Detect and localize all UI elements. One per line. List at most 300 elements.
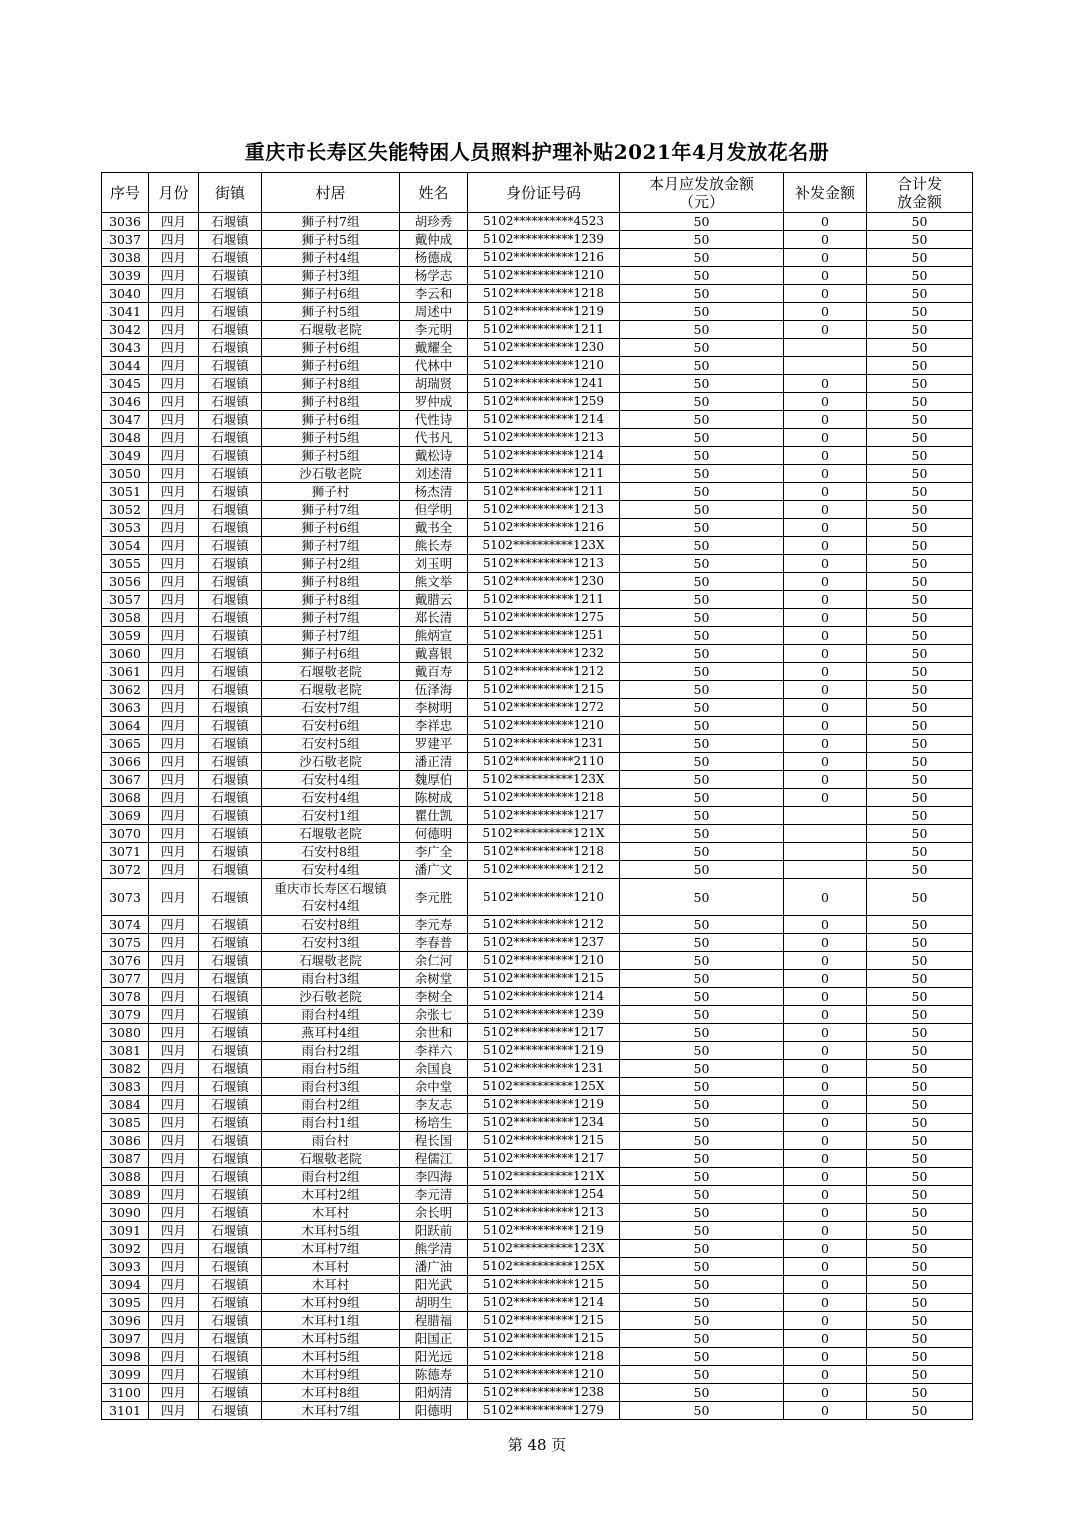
- cell-monthly-amount: 50: [620, 231, 784, 249]
- cell-month: 四月: [149, 303, 199, 321]
- cell-town: 石堰镇: [199, 1348, 262, 1366]
- cell-index: 3088: [102, 1168, 149, 1186]
- cell-index: 3081: [102, 1042, 149, 1060]
- cell-name: 李春普: [400, 934, 468, 952]
- cell-month: 四月: [149, 627, 199, 645]
- table-row: [102, 555, 973, 573]
- cell-index: 3075: [102, 934, 149, 952]
- cell-total-amount: 50: [867, 573, 973, 591]
- cell-id-number: 5102**********1218: [468, 843, 620, 861]
- cell-village: 狮子村4组: [262, 249, 400, 267]
- table-row: [102, 357, 973, 375]
- cell-index: 3099: [102, 1366, 149, 1384]
- col-header-name: 姓名: [400, 173, 468, 213]
- cell-town: 石堰镇: [199, 411, 262, 429]
- cell-total-amount: 50: [867, 501, 973, 519]
- table-row: [102, 663, 973, 681]
- cell-index: 3079: [102, 1006, 149, 1024]
- cell-name: 陈德寿: [400, 1366, 468, 1384]
- cell-monthly-amount: 50: [620, 483, 784, 501]
- cell-village: 石安村7组: [262, 699, 400, 717]
- roster-body: [102, 213, 973, 1420]
- cell-id-number: 5102**********1241: [468, 375, 620, 393]
- cell-back-pay: [784, 861, 867, 879]
- cell-id-number: 5102**********1217: [468, 1024, 620, 1042]
- cell-town: 石堰镇: [199, 988, 262, 1006]
- cell-id-number: 5102**********1215: [468, 970, 620, 988]
- cell-id-number: 5102**********2110: [468, 753, 620, 771]
- cell-index: 3100: [102, 1384, 149, 1402]
- cell-month: 四月: [149, 465, 199, 483]
- table-row: [102, 699, 973, 717]
- cell-total-amount: 50: [867, 807, 973, 825]
- cell-index: 3065: [102, 735, 149, 753]
- cell-name: 杨杰清: [400, 483, 468, 501]
- cell-month: 四月: [149, 501, 199, 519]
- cell-id-number: 5102**********1213: [468, 555, 620, 573]
- cell-index: 3040: [102, 285, 149, 303]
- cell-town: 石堰镇: [199, 952, 262, 970]
- table-row: [102, 213, 973, 231]
- cell-back-pay: [784, 825, 867, 843]
- cell-index: 3095: [102, 1294, 149, 1312]
- cell-monthly-amount: 50: [620, 213, 784, 231]
- cell-month: 四月: [149, 285, 199, 303]
- cell-back-pay: 0: [784, 1222, 867, 1240]
- table-row: [102, 1204, 973, 1222]
- cell-monthly-amount: 50: [620, 717, 784, 735]
- cell-month: 四月: [149, 1402, 199, 1420]
- cell-month: 四月: [149, 879, 199, 916]
- cell-village: 燕耳村4组: [262, 1024, 400, 1042]
- table-row: [102, 465, 973, 483]
- cell-month: 四月: [149, 1348, 199, 1366]
- table-row: [102, 916, 973, 934]
- cell-month: 四月: [149, 1024, 199, 1042]
- cell-back-pay: 0: [784, 663, 867, 681]
- cell-village: 石安村6组: [262, 717, 400, 735]
- cell-total-amount: 50: [867, 393, 973, 411]
- cell-id-number: 5102**********123X: [468, 1240, 620, 1258]
- cell-name: 戴松诗: [400, 447, 468, 465]
- cell-month: 四月: [149, 213, 199, 231]
- col-header-village: 村居: [262, 173, 400, 213]
- cell-id-number: 5102**********1214: [468, 411, 620, 429]
- cell-name: 李广全: [400, 843, 468, 861]
- cell-index: 3058: [102, 609, 149, 627]
- cell-back-pay: 0: [784, 519, 867, 537]
- cell-monthly-amount: 50: [620, 663, 784, 681]
- cell-back-pay: 0: [784, 1366, 867, 1384]
- cell-index: 3092: [102, 1240, 149, 1258]
- cell-back-pay: 0: [784, 393, 867, 411]
- cell-town: 石堰镇: [199, 1366, 262, 1384]
- cell-back-pay: 0: [784, 411, 867, 429]
- cell-total-amount: 50: [867, 1132, 973, 1150]
- cell-month: 四月: [149, 771, 199, 789]
- table-row: [102, 519, 973, 537]
- cell-back-pay: 0: [784, 681, 867, 699]
- cell-month: 四月: [149, 321, 199, 339]
- cell-town: 石堰镇: [199, 843, 262, 861]
- cell-monthly-amount: 50: [620, 609, 784, 627]
- cell-town: 石堰镇: [199, 717, 262, 735]
- cell-monthly-amount: 50: [620, 339, 784, 357]
- cell-monthly-amount: 50: [620, 771, 784, 789]
- cell-back-pay: [784, 339, 867, 357]
- table-row: [102, 231, 973, 249]
- cell-total-amount: 50: [867, 1294, 973, 1312]
- cell-index: 3096: [102, 1312, 149, 1330]
- cell-id-number: 5102**********1217: [468, 807, 620, 825]
- cell-id-number: 5102**********1216: [468, 249, 620, 267]
- cell-total-amount: 50: [867, 1222, 973, 1240]
- cell-back-pay: 0: [784, 537, 867, 555]
- cell-id-number: 5102**********1215: [468, 1132, 620, 1150]
- cell-town: 石堰镇: [199, 916, 262, 934]
- cell-village: 狮子村7组: [262, 627, 400, 645]
- cell-month: 四月: [149, 1276, 199, 1294]
- cell-back-pay: 0: [784, 1132, 867, 1150]
- cell-month: 四月: [149, 952, 199, 970]
- cell-id-number: 5102**********1215: [468, 1330, 620, 1348]
- cell-monthly-amount: 50: [620, 934, 784, 952]
- cell-name: 李友志: [400, 1096, 468, 1114]
- cell-back-pay: 0: [784, 483, 867, 501]
- cell-back-pay: 0: [784, 916, 867, 934]
- cell-town: 石堰镇: [199, 447, 262, 465]
- cell-monthly-amount: 50: [620, 843, 784, 861]
- table-row: [102, 1024, 973, 1042]
- cell-name: 胡明生: [400, 1294, 468, 1312]
- cell-name: 李云和: [400, 285, 468, 303]
- cell-id-number: 5102**********1212: [468, 861, 620, 879]
- cell-back-pay: [784, 843, 867, 861]
- cell-index: 3049: [102, 447, 149, 465]
- cell-name: 刘玉明: [400, 555, 468, 573]
- cell-index: 3073: [102, 879, 149, 916]
- cell-town: 石堰镇: [199, 1114, 262, 1132]
- cell-total-amount: 50: [867, 285, 973, 303]
- cell-back-pay: 0: [784, 879, 867, 916]
- cell-village: 木耳村8组: [262, 1384, 400, 1402]
- cell-id-number: 5102**********1210: [468, 357, 620, 375]
- cell-back-pay: 0: [784, 447, 867, 465]
- table-row: [102, 411, 973, 429]
- cell-back-pay: 0: [784, 735, 867, 753]
- cell-town: 石堰镇: [199, 789, 262, 807]
- cell-village: 狮子村7组: [262, 501, 400, 519]
- cell-back-pay: 0: [784, 1114, 867, 1132]
- cell-total-amount: 50: [867, 429, 973, 447]
- cell-month: 四月: [149, 555, 199, 573]
- cell-name: 余仁河: [400, 952, 468, 970]
- cell-monthly-amount: 50: [620, 952, 784, 970]
- table-row: [102, 825, 973, 843]
- cell-monthly-amount: 50: [620, 988, 784, 1006]
- header-row: [102, 173, 973, 213]
- cell-monthly-amount: 50: [620, 1150, 784, 1168]
- cell-village: 狮子村5组: [262, 303, 400, 321]
- cell-village: 雨台村4组: [262, 1006, 400, 1024]
- cell-name: 戴书全: [400, 519, 468, 537]
- cell-village: 石堰敬老院: [262, 663, 400, 681]
- cell-index: 3069: [102, 807, 149, 825]
- cell-monthly-amount: 50: [620, 447, 784, 465]
- table-row: [102, 1042, 973, 1060]
- cell-total-amount: 50: [867, 1204, 973, 1222]
- cell-village: 狮子村6组: [262, 519, 400, 537]
- cell-total-amount: 50: [867, 1258, 973, 1276]
- cell-id-number: 5102**********1272: [468, 699, 620, 717]
- cell-total-amount: 50: [867, 1060, 973, 1078]
- cell-monthly-amount: 50: [620, 879, 784, 916]
- cell-month: 四月: [149, 1096, 199, 1114]
- cell-month: 四月: [149, 1312, 199, 1330]
- cell-town: 石堰镇: [199, 393, 262, 411]
- cell-month: 四月: [149, 519, 199, 537]
- cell-name: 李祥六: [400, 1042, 468, 1060]
- cell-town: 石堰镇: [199, 573, 262, 591]
- cell-id-number: 5102**********1259: [468, 393, 620, 411]
- cell-name: 熊炳宣: [400, 627, 468, 645]
- cell-village: 雨台村2组: [262, 1168, 400, 1186]
- cell-back-pay: 0: [784, 1006, 867, 1024]
- cell-monthly-amount: 50: [620, 1168, 784, 1186]
- cell-index: 3097: [102, 1330, 149, 1348]
- cell-index: 3093: [102, 1258, 149, 1276]
- cell-town: 石堰镇: [199, 1096, 262, 1114]
- cell-name: 李元胜: [400, 879, 468, 916]
- cell-name: 余国良: [400, 1060, 468, 1078]
- cell-back-pay: 0: [784, 285, 867, 303]
- cell-month: 四月: [149, 1240, 199, 1258]
- cell-name: 熊文举: [400, 573, 468, 591]
- cell-town: 石堰镇: [199, 501, 262, 519]
- cell-monthly-amount: 50: [620, 393, 784, 411]
- cell-index: 3071: [102, 843, 149, 861]
- cell-total-amount: 50: [867, 1240, 973, 1258]
- table-row: [102, 627, 973, 645]
- cell-name: 伍泽海: [400, 681, 468, 699]
- cell-monthly-amount: 50: [620, 825, 784, 843]
- cell-village: 雨台村2组: [262, 1042, 400, 1060]
- cell-name: 李祥忠: [400, 717, 468, 735]
- cell-back-pay: 0: [784, 213, 867, 231]
- cell-total-amount: 50: [867, 555, 973, 573]
- table-row: [102, 1384, 973, 1402]
- cell-town: 石堰镇: [199, 555, 262, 573]
- cell-town: 石堰镇: [199, 1006, 262, 1024]
- cell-month: 四月: [149, 1132, 199, 1150]
- table-row: [102, 1150, 973, 1168]
- cell-id-number: 5102**********1238: [468, 1384, 620, 1402]
- cell-town: 石堰镇: [199, 645, 262, 663]
- cell-total-amount: 50: [867, 1384, 973, 1402]
- cell-name: 余树堂: [400, 970, 468, 988]
- cell-town: 石堰镇: [199, 1042, 262, 1060]
- cell-total-amount: 50: [867, 1150, 973, 1168]
- cell-id-number: 5102**********1211: [468, 321, 620, 339]
- roster-table: [101, 172, 973, 1420]
- cell-id-number: 5102**********1254: [468, 1186, 620, 1204]
- cell-town: 石堰镇: [199, 807, 262, 825]
- cell-month: 四月: [149, 1204, 199, 1222]
- table-row: [102, 807, 973, 825]
- cell-village: 雨台村3组: [262, 1078, 400, 1096]
- cell-village: 石安村8组: [262, 843, 400, 861]
- cell-index: 3090: [102, 1204, 149, 1222]
- cell-month: 四月: [149, 1258, 199, 1276]
- cell-town: 石堰镇: [199, 681, 262, 699]
- table-row: [102, 375, 973, 393]
- cell-town: 石堰镇: [199, 1060, 262, 1078]
- cell-index: 3056: [102, 573, 149, 591]
- cell-town: 石堰镇: [199, 934, 262, 952]
- cell-back-pay: 0: [784, 1150, 867, 1168]
- cell-monthly-amount: 50: [620, 1258, 784, 1276]
- cell-month: 四月: [149, 988, 199, 1006]
- cell-village: 木耳村: [262, 1204, 400, 1222]
- cell-total-amount: 50: [867, 537, 973, 555]
- cell-back-pay: 0: [784, 1312, 867, 1330]
- table-row: [102, 753, 973, 771]
- cell-month: 四月: [149, 483, 199, 501]
- cell-name: 魏厚伯: [400, 771, 468, 789]
- cell-total-amount: 50: [867, 375, 973, 393]
- cell-name: 戴喜银: [400, 645, 468, 663]
- cell-monthly-amount: 50: [620, 1402, 784, 1420]
- cell-back-pay: 0: [784, 231, 867, 249]
- cell-month: 四月: [149, 393, 199, 411]
- table-row: [102, 1222, 973, 1240]
- cell-total-amount: 50: [867, 934, 973, 952]
- cell-total-amount: 50: [867, 753, 973, 771]
- cell-town: 石堰镇: [199, 825, 262, 843]
- cell-village: 雨台村3组: [262, 970, 400, 988]
- cell-id-number: 5102**********1275: [468, 609, 620, 627]
- cell-back-pay: 0: [784, 699, 867, 717]
- table-row: [102, 1060, 973, 1078]
- cell-total-amount: 50: [867, 663, 973, 681]
- cell-village: 石安村4组: [262, 861, 400, 879]
- cell-index: 3077: [102, 970, 149, 988]
- table-row: [102, 573, 973, 591]
- cell-town: 石堰镇: [199, 1186, 262, 1204]
- table-row: [102, 537, 973, 555]
- cell-town: 石堰镇: [199, 1078, 262, 1096]
- cell-name: 陈树成: [400, 789, 468, 807]
- cell-back-pay: 0: [784, 1096, 867, 1114]
- cell-village: 狮子村6组: [262, 285, 400, 303]
- cell-village: 木耳村2组: [262, 1186, 400, 1204]
- cell-index: 3064: [102, 717, 149, 735]
- cell-village: 石安村4组: [262, 789, 400, 807]
- cell-village: 木耳村: [262, 1258, 400, 1276]
- cell-village: 木耳村5组: [262, 1222, 400, 1240]
- cell-id-number: 5102**********1231: [468, 735, 620, 753]
- cell-village: 狮子村5组: [262, 447, 400, 465]
- table-row: [102, 267, 973, 285]
- cell-index: 3050: [102, 465, 149, 483]
- cell-total-amount: 50: [867, 1312, 973, 1330]
- cell-month: 四月: [149, 735, 199, 753]
- cell-total-amount: 50: [867, 1078, 973, 1096]
- table-row: [102, 393, 973, 411]
- cell-monthly-amount: 50: [620, 1060, 784, 1078]
- cell-town: 石堰镇: [199, 753, 262, 771]
- table-row: [102, 934, 973, 952]
- cell-id-number: 5102**********1230: [468, 339, 620, 357]
- cell-village: 狮子村: [262, 483, 400, 501]
- cell-town: 石堰镇: [199, 970, 262, 988]
- cell-index: 3072: [102, 861, 149, 879]
- cell-id-number: 5102**********1211: [468, 465, 620, 483]
- cell-index: 3062: [102, 681, 149, 699]
- cell-name: 戴耀全: [400, 339, 468, 357]
- cell-town: 石堰镇: [199, 1222, 262, 1240]
- table-row: [102, 1366, 973, 1384]
- cell-town: 石堰镇: [199, 213, 262, 231]
- cell-monthly-amount: 50: [620, 916, 784, 934]
- cell-town: 石堰镇: [199, 861, 262, 879]
- cell-id-number: 5102**********123X: [468, 537, 620, 555]
- cell-town: 石堰镇: [199, 591, 262, 609]
- cell-monthly-amount: 50: [620, 1114, 784, 1132]
- cell-monthly-amount: 50: [620, 555, 784, 573]
- cell-town: 石堰镇: [199, 1294, 262, 1312]
- cell-village: 石安村8组: [262, 916, 400, 934]
- cell-town: 石堰镇: [199, 267, 262, 285]
- cell-back-pay: 0: [784, 573, 867, 591]
- cell-index: 3063: [102, 699, 149, 717]
- cell-total-amount: 50: [867, 952, 973, 970]
- cell-town: 石堰镇: [199, 1276, 262, 1294]
- cell-back-pay: 0: [784, 1276, 867, 1294]
- cell-name: 阳炳清: [400, 1384, 468, 1402]
- cell-id-number: 5102**********121X: [468, 825, 620, 843]
- cell-name: 潘广文: [400, 861, 468, 879]
- cell-town: 石堰镇: [199, 1168, 262, 1186]
- table-row: [102, 1348, 973, 1366]
- cell-name: 戴仲成: [400, 231, 468, 249]
- table-row: [102, 1006, 973, 1024]
- table-row: [102, 1078, 973, 1096]
- cell-monthly-amount: 50: [620, 321, 784, 339]
- cell-name: 余世和: [400, 1024, 468, 1042]
- cell-total-amount: 50: [867, 483, 973, 501]
- table-row: [102, 879, 973, 916]
- cell-id-number: 5102**********1239: [468, 1006, 620, 1024]
- cell-village: 狮子村6组: [262, 357, 400, 375]
- cell-total-amount: 50: [867, 303, 973, 321]
- cell-back-pay: 0: [784, 1402, 867, 1420]
- cell-month: 四月: [149, 1222, 199, 1240]
- cell-id-number: 5102**********1210: [468, 952, 620, 970]
- cell-index: 3094: [102, 1276, 149, 1294]
- table-row: [102, 429, 973, 447]
- cell-month: 四月: [149, 699, 199, 717]
- cell-village: 木耳村7组: [262, 1402, 400, 1420]
- cell-index: 3098: [102, 1348, 149, 1366]
- cell-village: 狮子村6组: [262, 339, 400, 357]
- cell-back-pay: 0: [784, 988, 867, 1006]
- table-row: [102, 591, 973, 609]
- table-row: [102, 1132, 973, 1150]
- cell-monthly-amount: 50: [620, 501, 784, 519]
- cell-monthly-amount: 50: [620, 465, 784, 483]
- cell-village: 雨台村2组: [262, 1096, 400, 1114]
